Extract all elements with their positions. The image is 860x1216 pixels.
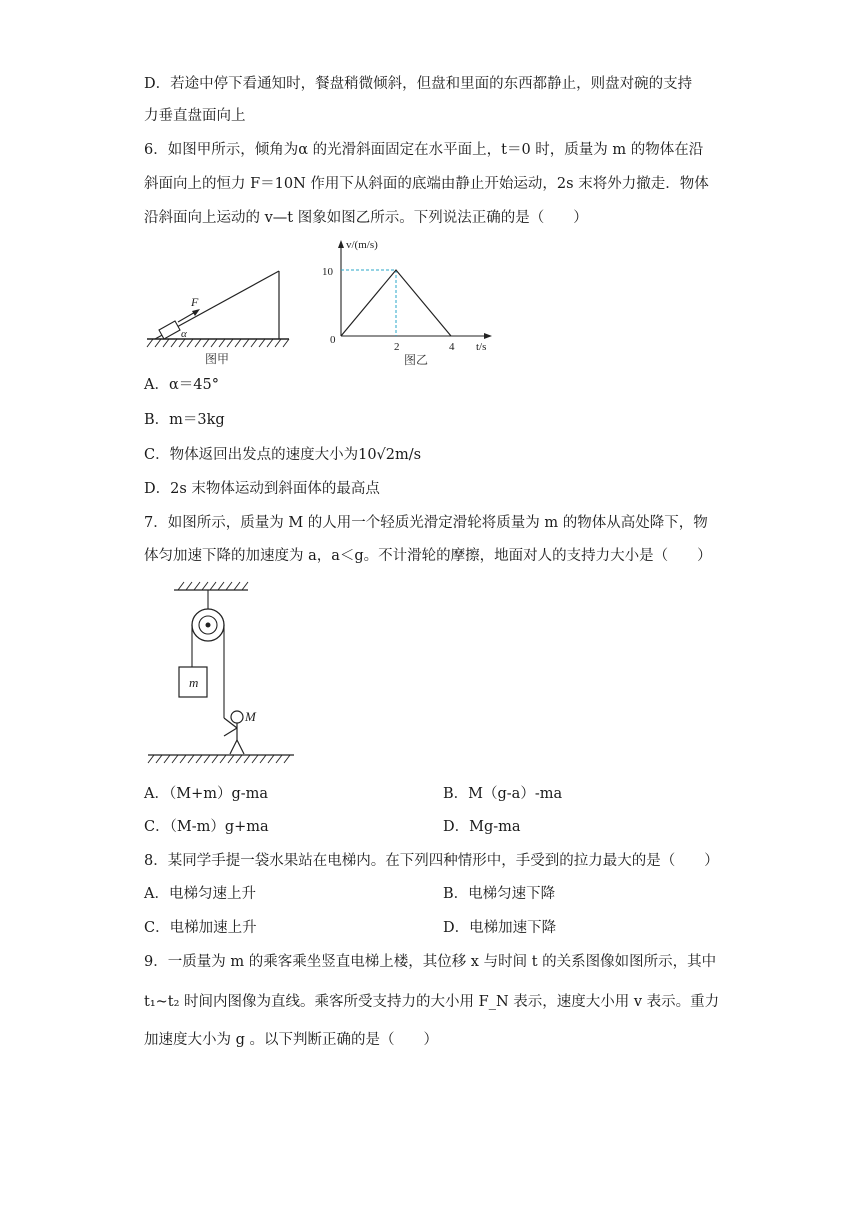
q7-stem-line1: 7．如图所示，质量为 M 的人用一个轻质光滑定滑轮将质量为 m 的物体从高处降下，物 <box>144 515 708 531</box>
person-label: M <box>245 709 256 724</box>
q6-option-a: A．α＝45° <box>144 377 219 393</box>
angle-label: α <box>181 328 187 340</box>
q9-stem-line2: t₁~t₂ 时间内图像为直线。乘客所受支持力的大小用 F_N 表示，速度大小用 v 表示。重力 <box>144 994 720 1010</box>
q6-option-d: D．2s 末物体运动到斜面体的最高点 <box>144 481 380 497</box>
q7-option-d: D．Mg-ma <box>443 819 521 835</box>
x-tick-2: 2 <box>394 341 400 353</box>
q9-stem-line1: 9．一质量为 m 的乘客乘坐竖直电梯上楼，其位移 x 与时间 t 的关系图像如图所示，其中 <box>144 954 717 970</box>
x-axis-label: t/s <box>476 341 487 353</box>
q8-stem: 8．某同学手提一袋水果站在电梯内。在下列四种情形中，手受到的拉力最大的是（ ） <box>144 853 719 869</box>
q8-option-b: B．电梯匀速下降 <box>443 886 556 902</box>
option-d-text-line1: D．若途中停下看通知时，餐盘稍微倾斜，但盘和里面的东西都静止，则盘对碗的支持 <box>144 76 693 92</box>
q6-option-b: B．m＝3kg <box>144 412 225 428</box>
y-tick-10: 10 <box>322 266 333 278</box>
figure-yi-caption: 图乙 <box>404 353 429 367</box>
option-d-text-line2: 力垂直盘面向上 <box>144 108 246 124</box>
q7-option-a: A．（M+m）g-ma <box>144 786 269 802</box>
force-label: F <box>191 295 199 309</box>
origin-label: 0 <box>330 334 336 346</box>
block-label: m <box>189 675 199 690</box>
y-axis-label: v/(m/s) <box>346 239 378 251</box>
figure-jia-caption: 图甲 <box>205 352 230 366</box>
q6-stem-line2: 斜面向上的恒力 F＝10N 作用下从斜面的底端由静止开始运动，2s 末将外力撤走．物体 <box>144 176 709 192</box>
q7-option-c: C．（M-m）g+ma <box>144 819 269 835</box>
figure-incline <box>145 255 295 367</box>
q8-option-d: D．电梯加速下降 <box>443 920 557 936</box>
q7-option-b: B．M（g-a）-ma <box>443 786 563 802</box>
q9-stem-line3: 加速度大小为 g 。以下判断正确的是（ ） <box>144 1032 438 1048</box>
q6-stem-line1: 6．如图甲所示，倾角为α 的光滑斜面固定在水平面上，t＝0 时，质量为 m 的物体在沿 <box>144 142 704 158</box>
q8-option-c: C．电梯加速上升 <box>144 920 257 936</box>
q6-option-c: C．物体返回出发点的速度大小为10√2m/s <box>144 447 422 463</box>
vt-graph <box>318 236 498 368</box>
q6-stem-line3: 沿斜面向上运动的 v—t 图象如图乙所示。下列说法正确的是（ ） <box>144 210 588 226</box>
figure-pulley <box>144 578 304 770</box>
q7-stem-line2: 体匀加速下降的加速度为 a，a＜g。不计滑轮的摩擦，地面对人的支持力大小是（ ） <box>144 548 712 564</box>
q8-option-a: A．电梯匀速上升 <box>144 886 256 902</box>
x-tick-4: 4 <box>449 341 455 353</box>
